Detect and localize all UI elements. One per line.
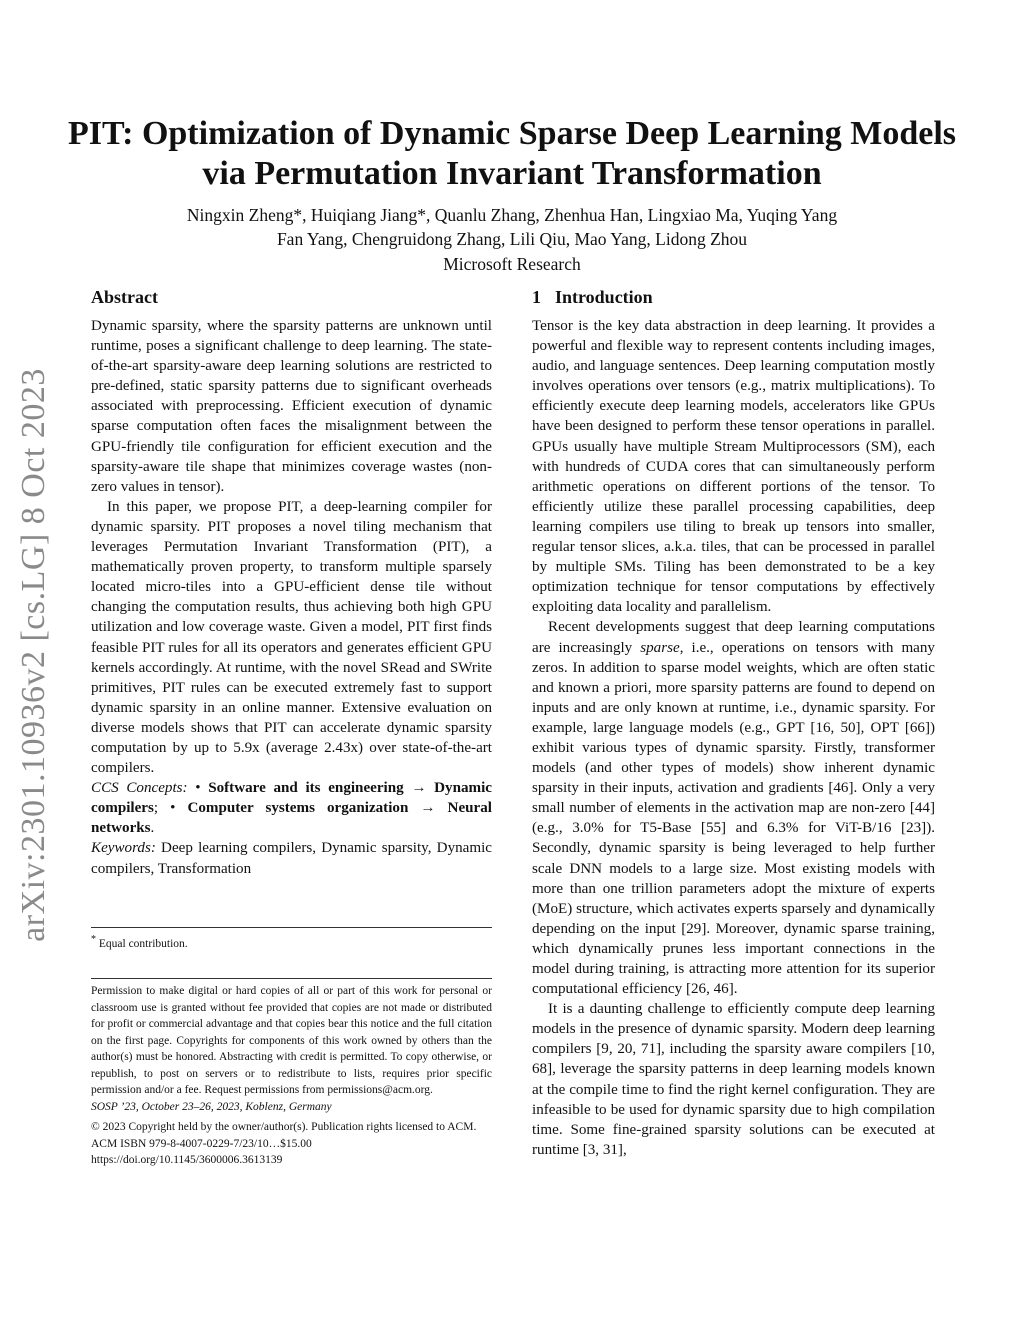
intro-heading — [532, 286, 935, 308]
footnote-text: Equal contribution. — [98, 937, 188, 950]
intro-p2-emphasis: sparse — [640, 639, 680, 656]
doi-link[interactable]: https://doi.org/10.1145/3600006.3613139 — [91, 1154, 283, 1166]
paper-title: PIT: Optimization of Dynamic Sparse Deep Learning Models via Permutation Invariant Transformation — [67, 115, 957, 192]
keywords-label: Keywords: — [91, 840, 156, 857]
intro-p2-rest: , i.e., operations on tensors with many zeros. In addition to sparse model weights, which are often static and known a priori, more sparsity patterns are found to depend on inputs and are only known at runtime, i.e., dynamic sparsity. For example, large language models (e.g., GPT [16, 50], OPT [66]) exhibit various types of dynamic sparsity. Firstly, transformer models (and other types of models) show inherent dynamic sparsity in their inputs, activation and gradients [46]. Only a very small number of elements in the activation map are non-zero [44] (e.g., 3.0% for T5-Base [55] and 6.3% for ViT-B/16 [23]). Secondly, dynamic sparsity is being leveraged to help further scale DNN models to a large size. Most existing models with more than one trillion parameters adopt the mixture of experts (MoE) structure, which activates experts sparsely and dynamically depending on the input [29]. Moreover, dynamic sparse training, which dynamically prunes less important connections in the model during training, is attracting more attention for its superior computational efficiency [26, 46]. — [532, 639, 935, 998]
ccs-item-1: Software and its engineering → Dynamic compilers — [91, 780, 492, 817]
abstract-paragraph-1: Dynamic sparsity, where the sparsity patterns are unknown until runtime, poses a significant challenge to deep learning. The state-of-the-art sparsity-aware deep learning solutions are restricted to pre-defined, static sparsity patterns due to significant overheads associated with preprocessing. Efficient execution of dynamic sparse computation often faces the misalignment between the GPU-friendly tile configuration for efficient execution and the sparsity-aware tile shape that minimizes coverage wastes (non-zero values in tensor). — [91, 318, 492, 495]
abstract-heading: Abstract — [91, 287, 158, 307]
footnote: * Equal contribution. — [91, 934, 188, 950]
ccs-label: CCS Concepts: — [91, 780, 188, 797]
right-column — [532, 286, 935, 1160]
authors-line-2: Fan Yang, Chengruidong Zhang, Lili Qiu, Mao Yang, Lidong Zhou — [276, 229, 748, 249]
permission-block — [91, 983, 492, 1169]
keywords-text: Deep learning compilers, Dynamic sparsity, Dynamic compilers, Transformation — [91, 840, 493, 877]
intro-p2-start: Recent developments suggest that deep learning computations are increasingly — [532, 619, 935, 656]
authors-line-1: Ningxin Zheng*, Huiqiang Jiang*, Quanlu Zhang, Zhenhua Han, Lingxiao Ma, Yuqing Yang — [186, 205, 838, 225]
left-column — [91, 286, 492, 879]
affiliation: Microsoft Research — [443, 254, 581, 274]
author-list — [60, 203, 964, 251]
section-title: Introduction — [555, 287, 653, 307]
arxiv-id-text: arXiv:2301.10936v2 [cs.LG] 8 Oct 2023 — [15, 368, 52, 942]
arxiv-identifier — [8, 370, 60, 940]
intro-paragraph-1: Tensor is the key data abstraction in deep learning. It provides a powerful and flexible way to represent contents including images, audio, and language sentences. Deep learning computation mostly involves operations over tensors (e.g., matrix multiplications). To efficiently execute deep learning models, accelerators like GPUs have been designed to perform these tensor operations in parallel. GPUs usually have multiple Stream Multiprocessors (SM), each with hundreds of CUDA cores that can simultaneously perform arithmetic operations on different portions of the tensor. To efficiently utilize these parallel processing capabilities, deep learning compilers use tiling to break up tensors into smaller, regular tensor slices, a.k.a. tiles, that can be processed in parallel by multiple SMs. Tiling has been demonstrated to be a key optimization technique for tensor computations by effectively exploiting data locality and parallelism. — [532, 318, 935, 616]
abstract-paragraph-2: In this paper, we propose PIT, a deep-learning compiler for dynamic sparsity. PIT proposes a novel tiling mechanism that leverages Permutation Invariant Transformation (PIT), a mathematically proven property, to transform multiple sparsely located micro-tiles into a GPU-efficient dense tile without changing the computation results, thus achieving both high GPU utilization and low coverage waste. Given a model, PIT first finds feasible PIT rules for all its operators and generates efficient GPU kernels accordingly. At runtime, with the novel SRead and SWrite primitives, PIT rules can be executed extremely fast to support dynamic sparsity in an online manner. Extensive evaluation on diverse models shows that PIT can accelerate dynamic sparsity computation by up to 5.9x (average 2.43x) over state-of-the-art compilers. — [91, 498, 492, 777]
footnote-rule — [91, 927, 492, 928]
isbn: ACM ISBN 979-8-4007-0229-7/23/10…$15.00 — [91, 1137, 312, 1150]
permission-rule — [91, 978, 492, 979]
keywords — [91, 838, 492, 878]
intro-paragraph-3: It is a daunting challenge to efficiently compute deep learning models in the presence of dynamic sparsity. Modern deep learning compilers [9, 20, 71], including the sparsity aware compilers [10, 68], leverage the sparsity patterns in deep learning models known at the compile time to find the right kernel configuration. They are infeasible to be used for dynamic sparsity due to high compilation time. Some fine-grained sparsity solutions can be executed at runtime [3, 31], — [532, 1001, 935, 1158]
intro-paragraph-2 — [532, 617, 935, 999]
permission-text: Permission to make digital or hard copies of all or part of this work for personal or classroom use is granted without fee provided that copies are not made or distributed for profit or commercial advantage and that copies bear this notice and the full citation on the first page. Copyrights for components of this work owned by others than the author(s) must be honored. Abstracting with credit is permitted. To copy otherwise, or republish, to post on servers or to redistribute to lists, requires prior specific permission and/or a fee. Request permissions from permissions@acm.org. — [91, 985, 492, 1096]
ccs-item-2: Computer systems organization → Neural networks — [91, 800, 492, 837]
ccs-concepts: CCS Concepts: • Software and its engineering → Dynamic compilers; • Computer systems organization → Neural networks. — [91, 780, 492, 837]
venue: SOSP ’23, October 23–26, 2023, Koblenz, Germany — [91, 1100, 332, 1113]
section-number: 1 — [532, 287, 541, 307]
copyright: © 2023 Copyright held by the owner/author(s). Publication rights licensed to ACM. — [91, 1121, 477, 1133]
